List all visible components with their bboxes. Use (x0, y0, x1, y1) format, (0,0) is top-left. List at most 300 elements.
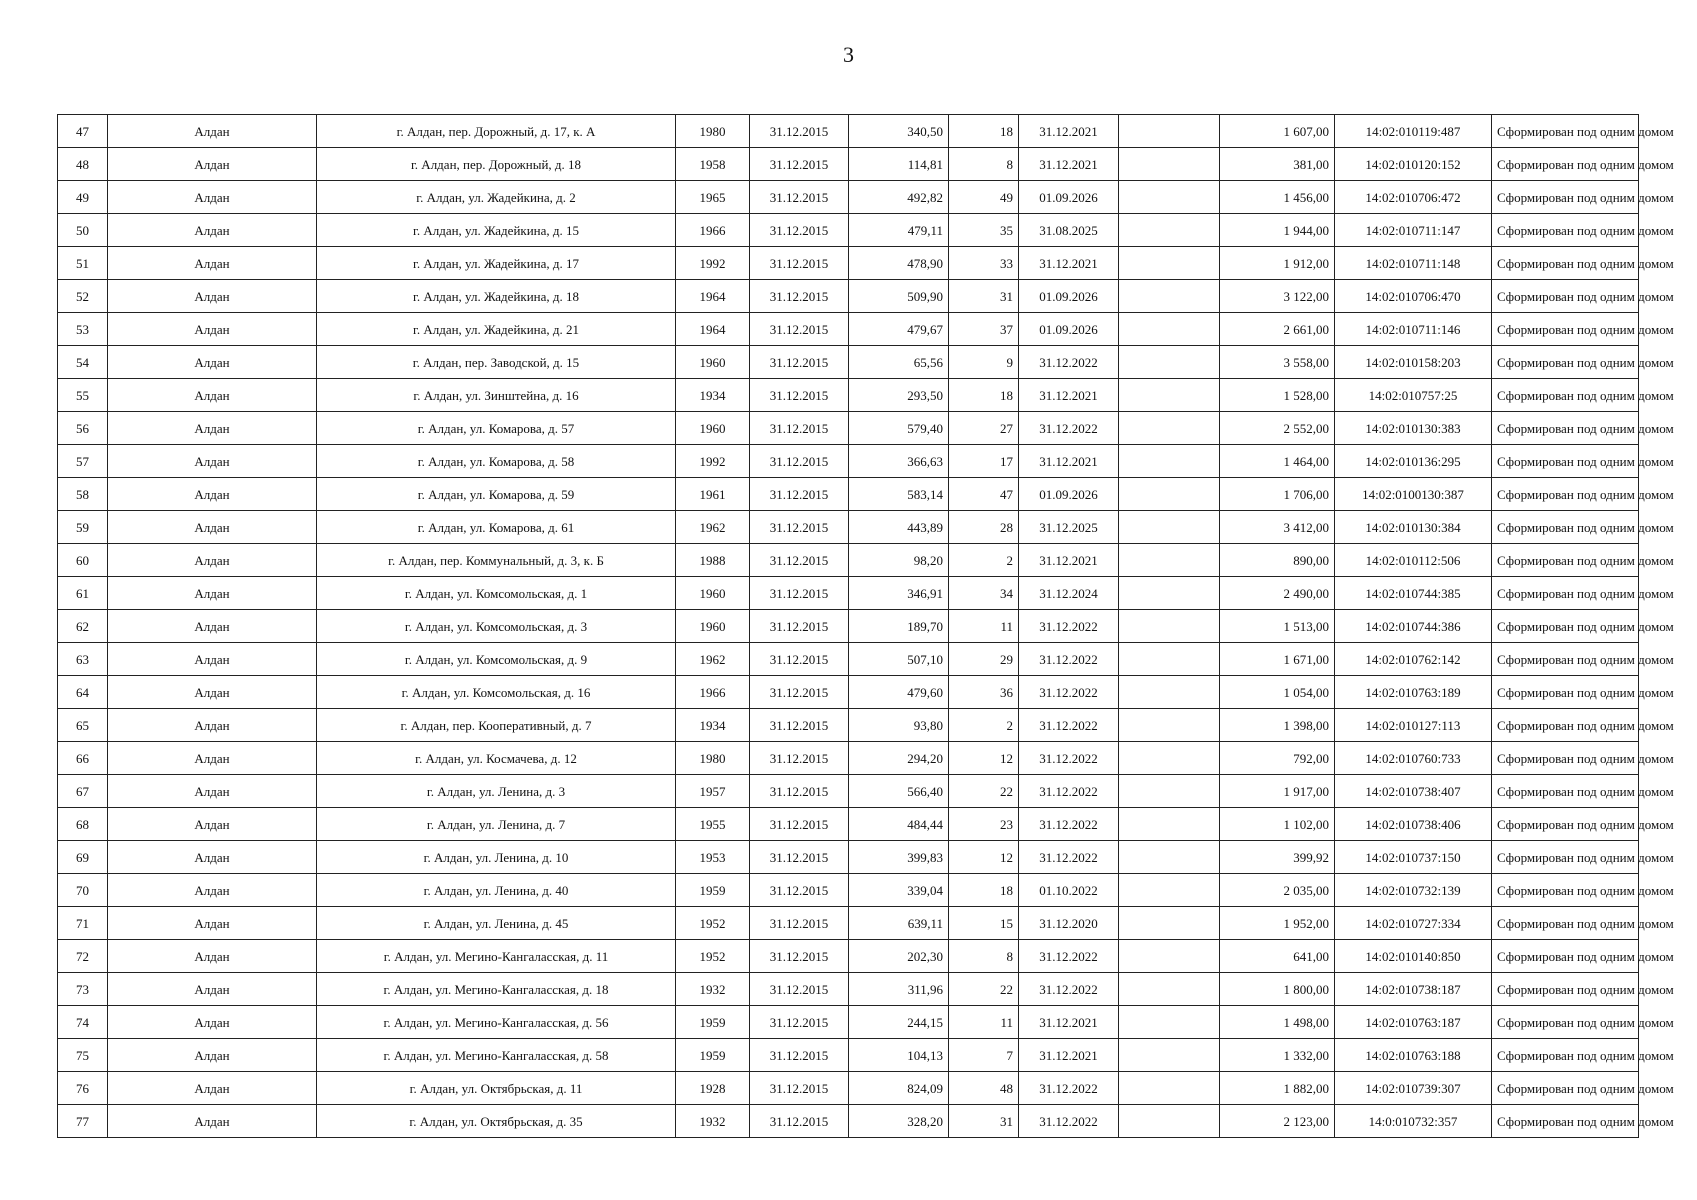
emergency-date-cell: 31.12.2015 (750, 511, 849, 544)
planned-date-cell: 31.12.2022 (1019, 841, 1119, 874)
emergency-date-cell: 31.12.2015 (750, 445, 849, 478)
cost-cell: 2 490,00 (1220, 577, 1335, 610)
note-cell: Сформирован под одним домом (1492, 643, 1639, 676)
table-row (58, 643, 1639, 676)
emergency-date-cell: 31.12.2015 (750, 379, 849, 412)
address-cell: г. Алдан, ул. Комарова, д. 59 (317, 478, 676, 511)
note-cell: Сформирован под одним домом (1492, 412, 1639, 445)
cost-cell: 1 912,00 (1220, 247, 1335, 280)
area-cell: 492,82 (849, 181, 949, 214)
emergency-date-cell: 31.12.2015 (750, 973, 849, 1006)
residents-cell: 27 (949, 412, 1019, 445)
planned-date-cell: 31.12.2022 (1019, 1072, 1119, 1105)
emergency-date-cell: 31.12.2015 (750, 1072, 849, 1105)
municipality-cell: Алдан (108, 808, 317, 841)
cost-cell: 3 412,00 (1220, 511, 1335, 544)
municipality-cell: Алдан (108, 115, 317, 148)
note-cell: Сформирован под одним домом (1492, 445, 1639, 478)
emergency-date-cell: 31.12.2015 (750, 346, 849, 379)
planned-date-cell: 31.08.2025 (1019, 214, 1119, 247)
note-cell: Сформирован под одним домом (1492, 313, 1639, 346)
row-number: 77 (58, 1105, 108, 1138)
address-cell: г. Алдан, пер. Заводской, д. 15 (317, 346, 676, 379)
area-cell: 579,40 (849, 412, 949, 445)
empty-cell (1119, 676, 1220, 709)
cadastral-number-cell: 14:02:010130:383 (1335, 412, 1492, 445)
municipality-cell: Алдан (108, 709, 317, 742)
row-number: 67 (58, 775, 108, 808)
municipality-cell: Алдан (108, 742, 317, 775)
year-built-cell: 1960 (676, 412, 750, 445)
planned-date-cell: 31.12.2021 (1019, 544, 1119, 577)
address-cell: г. Алдан, ул. Ленина, д. 40 (317, 874, 676, 907)
municipality-cell: Алдан (108, 577, 317, 610)
cadastral-number-cell: 14:02:010727:334 (1335, 907, 1492, 940)
year-built-cell: 1960 (676, 610, 750, 643)
table-row (58, 1105, 1639, 1138)
note-cell: Сформирован под одним домом (1492, 1039, 1639, 1072)
housing-registry-table (57, 114, 1674, 1138)
area-cell: 824,09 (849, 1072, 949, 1105)
table-row (58, 445, 1639, 478)
row-number: 63 (58, 643, 108, 676)
address-cell: г. Алдан, ул. Октябрьская, д. 35 (317, 1105, 676, 1138)
cadastral-number-cell: 14:02:010140:850 (1335, 940, 1492, 973)
municipality-cell: Алдан (108, 544, 317, 577)
table-row (58, 544, 1639, 577)
area-cell: 583,14 (849, 478, 949, 511)
address-cell: г. Алдан, ул. Космачева, д. 12 (317, 742, 676, 775)
note-cell: Сформирован под одним домом (1492, 478, 1639, 511)
area-cell: 366,63 (849, 445, 949, 478)
table-row (58, 973, 1639, 1006)
residents-cell: 37 (949, 313, 1019, 346)
municipality-cell: Алдан (108, 346, 317, 379)
emergency-date-cell: 31.12.2015 (750, 412, 849, 445)
row-number: 48 (58, 148, 108, 181)
address-cell: г. Алдан, ул. Комсомольская, д. 9 (317, 643, 676, 676)
year-built-cell: 1960 (676, 346, 750, 379)
cadastral-number-cell: 14:02:010130:384 (1335, 511, 1492, 544)
note-cell: Сформирован под одним домом (1492, 181, 1639, 214)
municipality-cell: Алдан (108, 247, 317, 280)
row-number: 51 (58, 247, 108, 280)
area-cell: 340,50 (849, 115, 949, 148)
year-built-cell: 1964 (676, 280, 750, 313)
address-cell: г. Алдан, ул. Зинштейна, д. 16 (317, 379, 676, 412)
municipality-cell: Алдан (108, 1039, 317, 1072)
planned-date-cell: 31.12.2022 (1019, 742, 1119, 775)
planned-date-cell: 31.12.2021 (1019, 1006, 1119, 1039)
residents-cell: 18 (949, 379, 1019, 412)
cost-cell: 399,92 (1220, 841, 1335, 874)
cost-cell: 1 706,00 (1220, 478, 1335, 511)
empty-cell (1119, 973, 1220, 1006)
table-row (58, 676, 1639, 709)
empty-cell (1119, 379, 1220, 412)
planned-date-cell: 31.12.2024 (1019, 577, 1119, 610)
emergency-date-cell: 31.12.2015 (750, 148, 849, 181)
area-cell: 479,67 (849, 313, 949, 346)
residents-cell: 11 (949, 610, 1019, 643)
emergency-date-cell: 31.12.2015 (750, 742, 849, 775)
address-cell: г. Алдан, ул. Комарова, д. 58 (317, 445, 676, 478)
municipality-cell: Алдан (108, 313, 317, 346)
planned-date-cell: 31.12.2022 (1019, 775, 1119, 808)
note-cell: Сформирован под одним домом (1492, 148, 1639, 181)
row-number: 68 (58, 808, 108, 841)
year-built-cell: 1955 (676, 808, 750, 841)
residents-cell: 28 (949, 511, 1019, 544)
planned-date-cell: 31.12.2022 (1019, 940, 1119, 973)
residents-cell: 22 (949, 775, 1019, 808)
row-number: 58 (58, 478, 108, 511)
area-cell: 443,89 (849, 511, 949, 544)
empty-cell (1119, 808, 1220, 841)
emergency-date-cell: 31.12.2015 (750, 544, 849, 577)
cadastral-number-cell: 14:02:010732:139 (1335, 874, 1492, 907)
cost-cell: 2 661,00 (1220, 313, 1335, 346)
address-cell: г. Алдан, ул. Жадейкина, д. 17 (317, 247, 676, 280)
cadastral-number-cell: 14:02:010739:307 (1335, 1072, 1492, 1105)
cadastral-number-cell: 14:02:0100130:387 (1335, 478, 1492, 511)
address-cell: г. Алдан, ул. Мегино-Кангаласская, д. 18 (317, 973, 676, 1006)
planned-date-cell: 31.12.2021 (1019, 247, 1119, 280)
table-row (58, 874, 1639, 907)
cadastral-number-cell: 14:02:010136:295 (1335, 445, 1492, 478)
planned-date-cell: 31.12.2022 (1019, 610, 1119, 643)
emergency-date-cell: 31.12.2015 (750, 940, 849, 973)
note-cell: Сформирован под одним домом (1492, 346, 1639, 379)
empty-cell (1119, 610, 1220, 643)
table-row (58, 478, 1639, 511)
residents-cell: 9 (949, 346, 1019, 379)
registry-body (58, 115, 1674, 1138)
cost-cell: 1 332,00 (1220, 1039, 1335, 1072)
row-number: 71 (58, 907, 108, 940)
address-cell: г. Алдан, ул. Ленина, д. 7 (317, 808, 676, 841)
cost-cell: 1 513,00 (1220, 610, 1335, 643)
year-built-cell: 1992 (676, 247, 750, 280)
cost-cell: 2 035,00 (1220, 874, 1335, 907)
cadastral-number-cell: 14:02:010711:146 (1335, 313, 1492, 346)
empty-cell (1119, 478, 1220, 511)
empty-cell (1119, 1072, 1220, 1105)
planned-date-cell: 01.10.2022 (1019, 874, 1119, 907)
row-number: 75 (58, 1039, 108, 1072)
note-cell: Сформирован под одним домом (1492, 973, 1639, 1006)
note-cell: Сформирован под одним домом (1492, 1006, 1639, 1039)
table-row (58, 610, 1639, 643)
address-cell: г. Алдан, ул. Комарова, д. 57 (317, 412, 676, 445)
emergency-date-cell: 31.12.2015 (750, 478, 849, 511)
cost-cell: 1 464,00 (1220, 445, 1335, 478)
year-built-cell: 1980 (676, 742, 750, 775)
note-cell: Сформирован под одним домом (1492, 1105, 1639, 1138)
residents-cell: 48 (949, 1072, 1019, 1105)
municipality-cell: Алдан (108, 907, 317, 940)
empty-cell (1119, 775, 1220, 808)
empty-cell (1119, 280, 1220, 313)
emergency-date-cell: 31.12.2015 (750, 808, 849, 841)
area-cell: 339,04 (849, 874, 949, 907)
year-built-cell: 1964 (676, 313, 750, 346)
municipality-cell: Алдан (108, 1006, 317, 1039)
residents-cell: 47 (949, 478, 1019, 511)
empty-cell (1119, 247, 1220, 280)
municipality-cell: Алдан (108, 478, 317, 511)
note-cell: Сформирован под одним домом (1492, 940, 1639, 973)
residents-cell: 17 (949, 445, 1019, 478)
emergency-date-cell: 31.12.2015 (750, 907, 849, 940)
empty-cell (1119, 181, 1220, 214)
year-built-cell: 1934 (676, 379, 750, 412)
area-cell: 244,15 (849, 1006, 949, 1039)
emergency-date-cell: 31.12.2015 (750, 1006, 849, 1039)
residents-cell: 34 (949, 577, 1019, 610)
table-row (58, 313, 1639, 346)
cadastral-number-cell: 14:02:010711:148 (1335, 247, 1492, 280)
emergency-date-cell: 31.12.2015 (750, 1039, 849, 1072)
row-number: 69 (58, 841, 108, 874)
note-cell: Сформирован под одним домом (1492, 676, 1639, 709)
emergency-date-cell: 31.12.2015 (750, 214, 849, 247)
planned-date-cell: 31.12.2021 (1019, 115, 1119, 148)
year-built-cell: 1980 (676, 115, 750, 148)
year-built-cell: 1932 (676, 1105, 750, 1138)
row-number: 61 (58, 577, 108, 610)
emergency-date-cell: 31.12.2015 (750, 313, 849, 346)
cadastral-number-cell: 14:02:010738:407 (1335, 775, 1492, 808)
area-cell: 293,50 (849, 379, 949, 412)
cadastral-number-cell: 14:02:010763:189 (1335, 676, 1492, 709)
area-cell: 114,81 (849, 148, 949, 181)
residents-cell: 36 (949, 676, 1019, 709)
municipality-cell: Алдан (108, 511, 317, 544)
area-cell: 479,11 (849, 214, 949, 247)
year-built-cell: 1932 (676, 973, 750, 1006)
row-number: 60 (58, 544, 108, 577)
cost-cell: 1 607,00 (1220, 115, 1335, 148)
emergency-date-cell: 31.12.2015 (750, 280, 849, 313)
empty-cell (1119, 313, 1220, 346)
planned-date-cell: 01.09.2026 (1019, 313, 1119, 346)
address-cell: г. Алдан, ул. Комсомольская, д. 3 (317, 610, 676, 643)
address-cell: г. Алдан, ул. Ленина, д. 45 (317, 907, 676, 940)
area-cell: 509,90 (849, 280, 949, 313)
table-row (58, 940, 1639, 973)
residents-cell: 11 (949, 1006, 1019, 1039)
cost-cell: 792,00 (1220, 742, 1335, 775)
area-cell: 484,44 (849, 808, 949, 841)
cost-cell: 1 102,00 (1220, 808, 1335, 841)
note-cell: Сформирован под одним домом (1492, 1072, 1639, 1105)
empty-cell (1119, 445, 1220, 478)
cost-cell: 1 952,00 (1220, 907, 1335, 940)
row-number: 47 (58, 115, 108, 148)
note-cell: Сформирован под одним домом (1492, 511, 1639, 544)
year-built-cell: 1966 (676, 214, 750, 247)
emergency-date-cell: 31.12.2015 (750, 775, 849, 808)
area-cell: 104,13 (849, 1039, 949, 1072)
cost-cell: 2 552,00 (1220, 412, 1335, 445)
row-number: 50 (58, 214, 108, 247)
municipality-cell: Алдан (108, 676, 317, 709)
row-number: 66 (58, 742, 108, 775)
area-cell: 479,60 (849, 676, 949, 709)
year-built-cell: 1959 (676, 874, 750, 907)
cadastral-number-cell: 14:02:010763:188 (1335, 1039, 1492, 1072)
municipality-cell: Алдан (108, 643, 317, 676)
municipality-cell: Алдан (108, 940, 317, 973)
row-number: 74 (58, 1006, 108, 1039)
table-row (58, 280, 1639, 313)
cadastral-number-cell: 14:02:010760:733 (1335, 742, 1492, 775)
note-cell: Сформирован под одним домом (1492, 841, 1639, 874)
emergency-date-cell: 31.12.2015 (750, 874, 849, 907)
address-cell: г. Алдан, ул. Жадейкина, д. 15 (317, 214, 676, 247)
row-number: 52 (58, 280, 108, 313)
empty-cell (1119, 742, 1220, 775)
note-cell: Сформирован под одним домом (1492, 214, 1639, 247)
cost-cell: 1 054,00 (1220, 676, 1335, 709)
empty-cell (1119, 214, 1220, 247)
cadastral-number-cell: 14:02:010119:487 (1335, 115, 1492, 148)
residents-cell: 23 (949, 808, 1019, 841)
address-cell: г. Алдан, ул. Комарова, д. 61 (317, 511, 676, 544)
area-cell: 98,20 (849, 544, 949, 577)
planned-date-cell: 01.09.2026 (1019, 181, 1119, 214)
planned-date-cell: 31.12.2022 (1019, 973, 1119, 1006)
address-cell: г. Алдан, ул. Жадейкина, д. 2 (317, 181, 676, 214)
cost-cell: 890,00 (1220, 544, 1335, 577)
cadastral-number-cell: 14:02:010112:506 (1335, 544, 1492, 577)
address-cell: г. Алдан, ул. Ленина, д. 3 (317, 775, 676, 808)
municipality-cell: Алдан (108, 1105, 317, 1138)
area-cell: 507,10 (849, 643, 949, 676)
row-number: 55 (58, 379, 108, 412)
planned-date-cell: 31.12.2022 (1019, 346, 1119, 379)
address-cell: г. Алдан, ул. Мегино-Кангаласская, д. 56 (317, 1006, 676, 1039)
row-number: 72 (58, 940, 108, 973)
empty-cell (1119, 577, 1220, 610)
emergency-date-cell: 31.12.2015 (750, 709, 849, 742)
residents-cell: 22 (949, 973, 1019, 1006)
emergency-date-cell: 31.12.2015 (750, 115, 849, 148)
cadastral-number-cell: 14:02:010738:187 (1335, 973, 1492, 1006)
municipality-cell: Алдан (108, 445, 317, 478)
address-cell: г. Алдан, ул. Мегино-Кангаласская, д. 58 (317, 1039, 676, 1072)
cost-cell: 641,00 (1220, 940, 1335, 973)
area-cell: 346,91 (849, 577, 949, 610)
planned-date-cell: 31.12.2025 (1019, 511, 1119, 544)
cadastral-number-cell: 14:02:010744:386 (1335, 610, 1492, 643)
row-number: 62 (58, 610, 108, 643)
year-built-cell: 1959 (676, 1006, 750, 1039)
residents-cell: 12 (949, 841, 1019, 874)
address-cell: г. Алдан, ул. Комсомольская, д. 16 (317, 676, 676, 709)
address-cell: г. Алдан, ул. Ленина, д. 10 (317, 841, 676, 874)
table-row (58, 775, 1639, 808)
empty-cell (1119, 940, 1220, 973)
municipality-cell: Алдан (108, 610, 317, 643)
cadastral-number-cell: 14:02:010757:25 (1335, 379, 1492, 412)
residents-cell: 18 (949, 874, 1019, 907)
table-row (58, 1039, 1639, 1072)
year-built-cell: 1958 (676, 148, 750, 181)
cost-cell: 3 558,00 (1220, 346, 1335, 379)
emergency-date-cell: 31.12.2015 (750, 577, 849, 610)
note-cell: Сформирован под одним домом (1492, 874, 1639, 907)
year-built-cell: 1960 (676, 577, 750, 610)
area-cell: 189,70 (849, 610, 949, 643)
residents-cell: 31 (949, 1105, 1019, 1138)
table-row (58, 148, 1639, 181)
planned-date-cell: 31.12.2021 (1019, 445, 1119, 478)
table-row (58, 742, 1639, 775)
address-cell: г. Алдан, пер. Коммунальный, д. 3, к. Б (317, 544, 676, 577)
area-cell: 399,83 (849, 841, 949, 874)
table-row (58, 907, 1639, 940)
cadastral-number-cell: 14:02:010744:385 (1335, 577, 1492, 610)
municipality-cell: Алдан (108, 214, 317, 247)
address-cell: г. Алдан, ул. Жадейкина, д. 18 (317, 280, 676, 313)
year-built-cell: 1934 (676, 709, 750, 742)
cost-cell: 3 122,00 (1220, 280, 1335, 313)
year-built-cell: 1961 (676, 478, 750, 511)
note-cell: Сформирован под одним домом (1492, 709, 1639, 742)
emergency-date-cell: 31.12.2015 (750, 181, 849, 214)
area-cell: 566,40 (849, 775, 949, 808)
table-row (58, 247, 1639, 280)
municipality-cell: Алдан (108, 412, 317, 445)
residents-cell: 49 (949, 181, 1019, 214)
year-built-cell: 1952 (676, 907, 750, 940)
cadastral-number-cell: 14:02:010737:150 (1335, 841, 1492, 874)
residents-cell: 15 (949, 907, 1019, 940)
municipality-cell: Алдан (108, 973, 317, 1006)
residents-cell: 29 (949, 643, 1019, 676)
note-cell: Сформирован под одним домом (1492, 577, 1639, 610)
planned-date-cell: 31.12.2022 (1019, 676, 1119, 709)
cost-cell: 1 498,00 (1220, 1006, 1335, 1039)
planned-date-cell: 31.12.2021 (1019, 1039, 1119, 1072)
cadastral-number-cell: 14:02:010706:472 (1335, 181, 1492, 214)
row-number: 65 (58, 709, 108, 742)
table-row (58, 346, 1639, 379)
row-number: 57 (58, 445, 108, 478)
emergency-date-cell: 31.12.2015 (750, 643, 849, 676)
cost-cell: 1 528,00 (1220, 379, 1335, 412)
cost-cell: 1 398,00 (1220, 709, 1335, 742)
table-row (58, 412, 1639, 445)
municipality-cell: Алдан (108, 1072, 317, 1105)
cadastral-number-cell: 14:02:010158:203 (1335, 346, 1492, 379)
municipality-cell: Алдан (108, 379, 317, 412)
note-cell: Сформирован под одним домом (1492, 115, 1639, 148)
empty-cell (1119, 874, 1220, 907)
empty-cell (1119, 709, 1220, 742)
planned-date-cell: 31.12.2021 (1019, 379, 1119, 412)
note-cell: Сформирован под одним домом (1492, 280, 1639, 313)
cost-cell: 1 944,00 (1220, 214, 1335, 247)
planned-date-cell: 01.09.2026 (1019, 280, 1119, 313)
cost-cell: 2 123,00 (1220, 1105, 1335, 1138)
planned-date-cell: 31.12.2022 (1019, 709, 1119, 742)
row-number: 49 (58, 181, 108, 214)
area-cell: 93,80 (849, 709, 949, 742)
table-row (58, 808, 1639, 841)
